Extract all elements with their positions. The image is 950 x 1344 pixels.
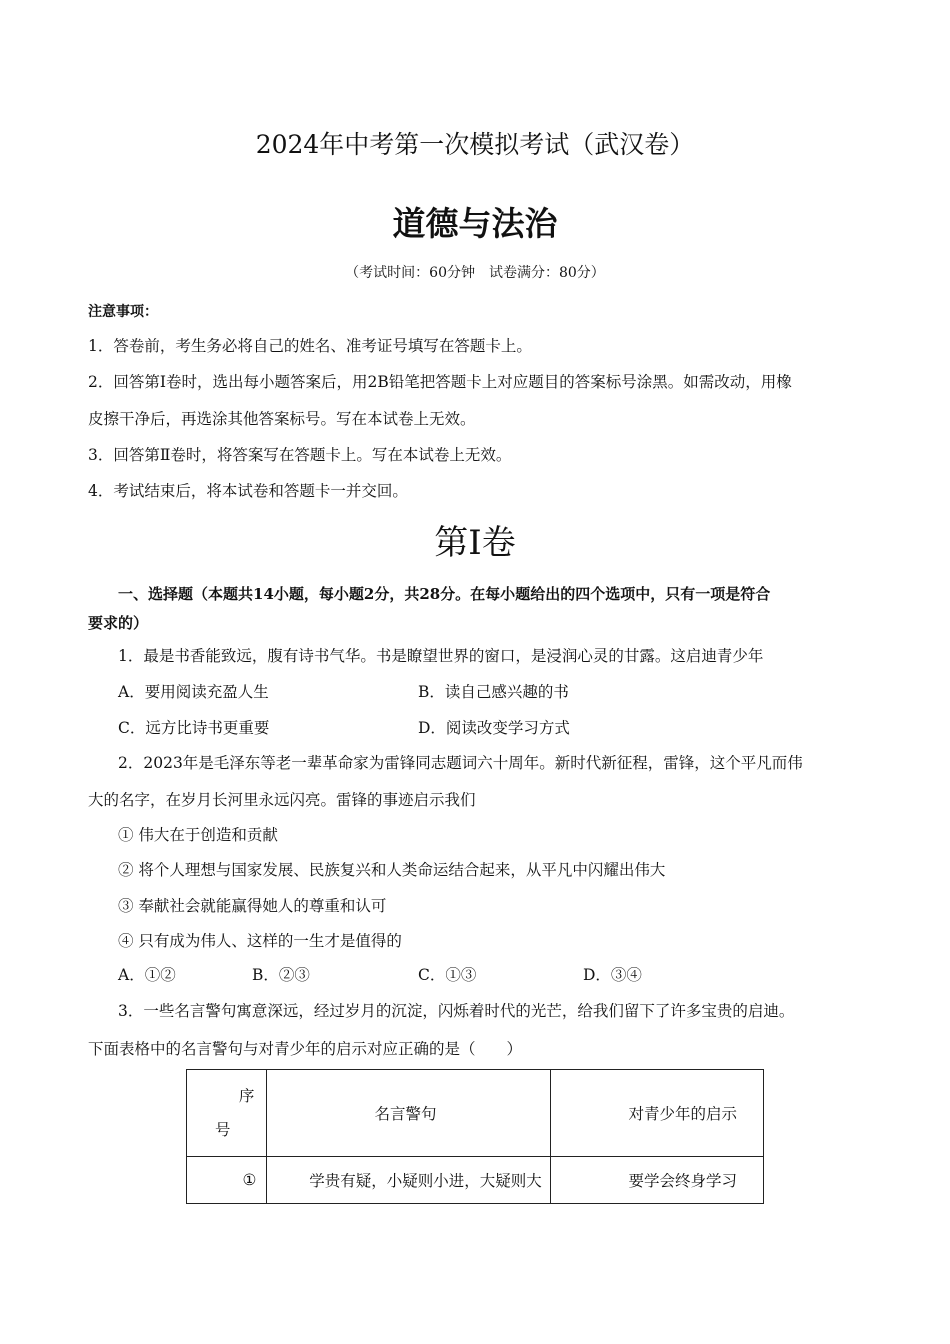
row-num-cell: ①: [187, 1157, 267, 1204]
q2-stem-cont: 大的名字，在岁月长河里永远闪亮。雷锋的事迹启示我们: [88, 791, 476, 809]
q1-option-c: C．远方比诗书更重要: [118, 719, 270, 737]
header-quote-cell: 名言警句: [267, 1070, 550, 1157]
header-num-bottom: 号: [215, 1121, 231, 1139]
q2-stem: 2．2023年是毛泽东等老一辈革命家为雷锋同志题词六十周年。新时代新征程，雷锋，这个平凡而伟: [118, 754, 803, 772]
q2-statement: ④ 只有成为伟人、这样的一生才是值得的: [118, 932, 402, 950]
section-heading-cont: 要求的）: [88, 614, 149, 632]
row-inspiration-cell: 要学会终身学习: [550, 1157, 763, 1204]
q2-statement: ② 将个人理想与国家发展、民族复兴和人类命运结合起来，从平凡中闪耀出伟大: [118, 861, 666, 879]
q2-option-b: B．②③: [252, 966, 310, 984]
q2-statement: ③ 奉献社会就能赢得她人的尊重和认可: [118, 897, 387, 915]
q2-option-d: D．③④: [583, 966, 642, 984]
q2-statement: ① 伟大在于创造和贡献: [118, 826, 278, 844]
note-item: 2．回答第Ⅰ卷时，选出每小题答案后，用2B铅笔把答题卡上对应题目的答案标号涂黑。如需改动，用橡: [88, 373, 792, 391]
note-item: 皮擦干净后，再选涂其他答案标号。写在本试卷上无效。: [88, 410, 476, 428]
q3-stem-cont: 下面表格中的名言警句与对青少年的启示对应正确的是（ ）: [88, 1040, 523, 1058]
notes-heading: 注意事项：: [88, 304, 158, 320]
q1-stem: 1．最是书香能致远，腹有诗书气华。书是瞭望世界的窗口，是浸润心灵的甘露。这启迪青少年: [118, 647, 764, 665]
q1-option-a: A．要用阅读充盈人生: [118, 683, 269, 701]
section-heading: 一、选择题（本题共14小题，每小题2分，共28分。在每小题给出的四个选项中，只有一项是符合: [118, 585, 771, 603]
header-num-cell: [187, 1070, 267, 1157]
note-item: 3．回答第Ⅱ卷时，将答案写在答题卡上。写在本试卷上无效。: [88, 446, 512, 464]
subject-title: 道德与法治: [392, 204, 558, 243]
exam-title: 2024年中考第一次模拟考试（武汉卷）: [255, 130, 695, 159]
volume-title: 第Ⅰ卷: [434, 523, 516, 563]
exam-info: （考试时间：60分钟 试卷满分：80分）: [345, 265, 605, 281]
header-inspiration-cell: 对青少年的启示: [550, 1070, 763, 1157]
table-header-row: [187, 1070, 764, 1157]
note-item: 4．考试结束后，将本试卷和答题卡一并交回。: [88, 482, 408, 500]
q2-option-c: C．①③: [418, 966, 477, 984]
q1-option-d: D．阅读改变学习方式: [418, 719, 570, 737]
q3-stem: 3．一些名言警句寓意深远，经过岁月的沉淀，闪烁着时代的光芒，给我们留下了许多宝贵的启迪。: [118, 1002, 795, 1020]
table-row: [187, 1157, 764, 1204]
q3-table: [186, 1069, 764, 1204]
q1-option-b: B．读自己感兴趣的书: [418, 683, 569, 701]
row-quote-cell: 学贵有疑，小疑则小进，大疑则大: [267, 1157, 550, 1204]
q2-option-a: A．①②: [118, 966, 176, 984]
note-item: 1．答卷前，考生务必将自己的姓名、准考证号填写在答题卡上。: [88, 337, 532, 355]
header-num-top: 序: [238, 1087, 255, 1105]
